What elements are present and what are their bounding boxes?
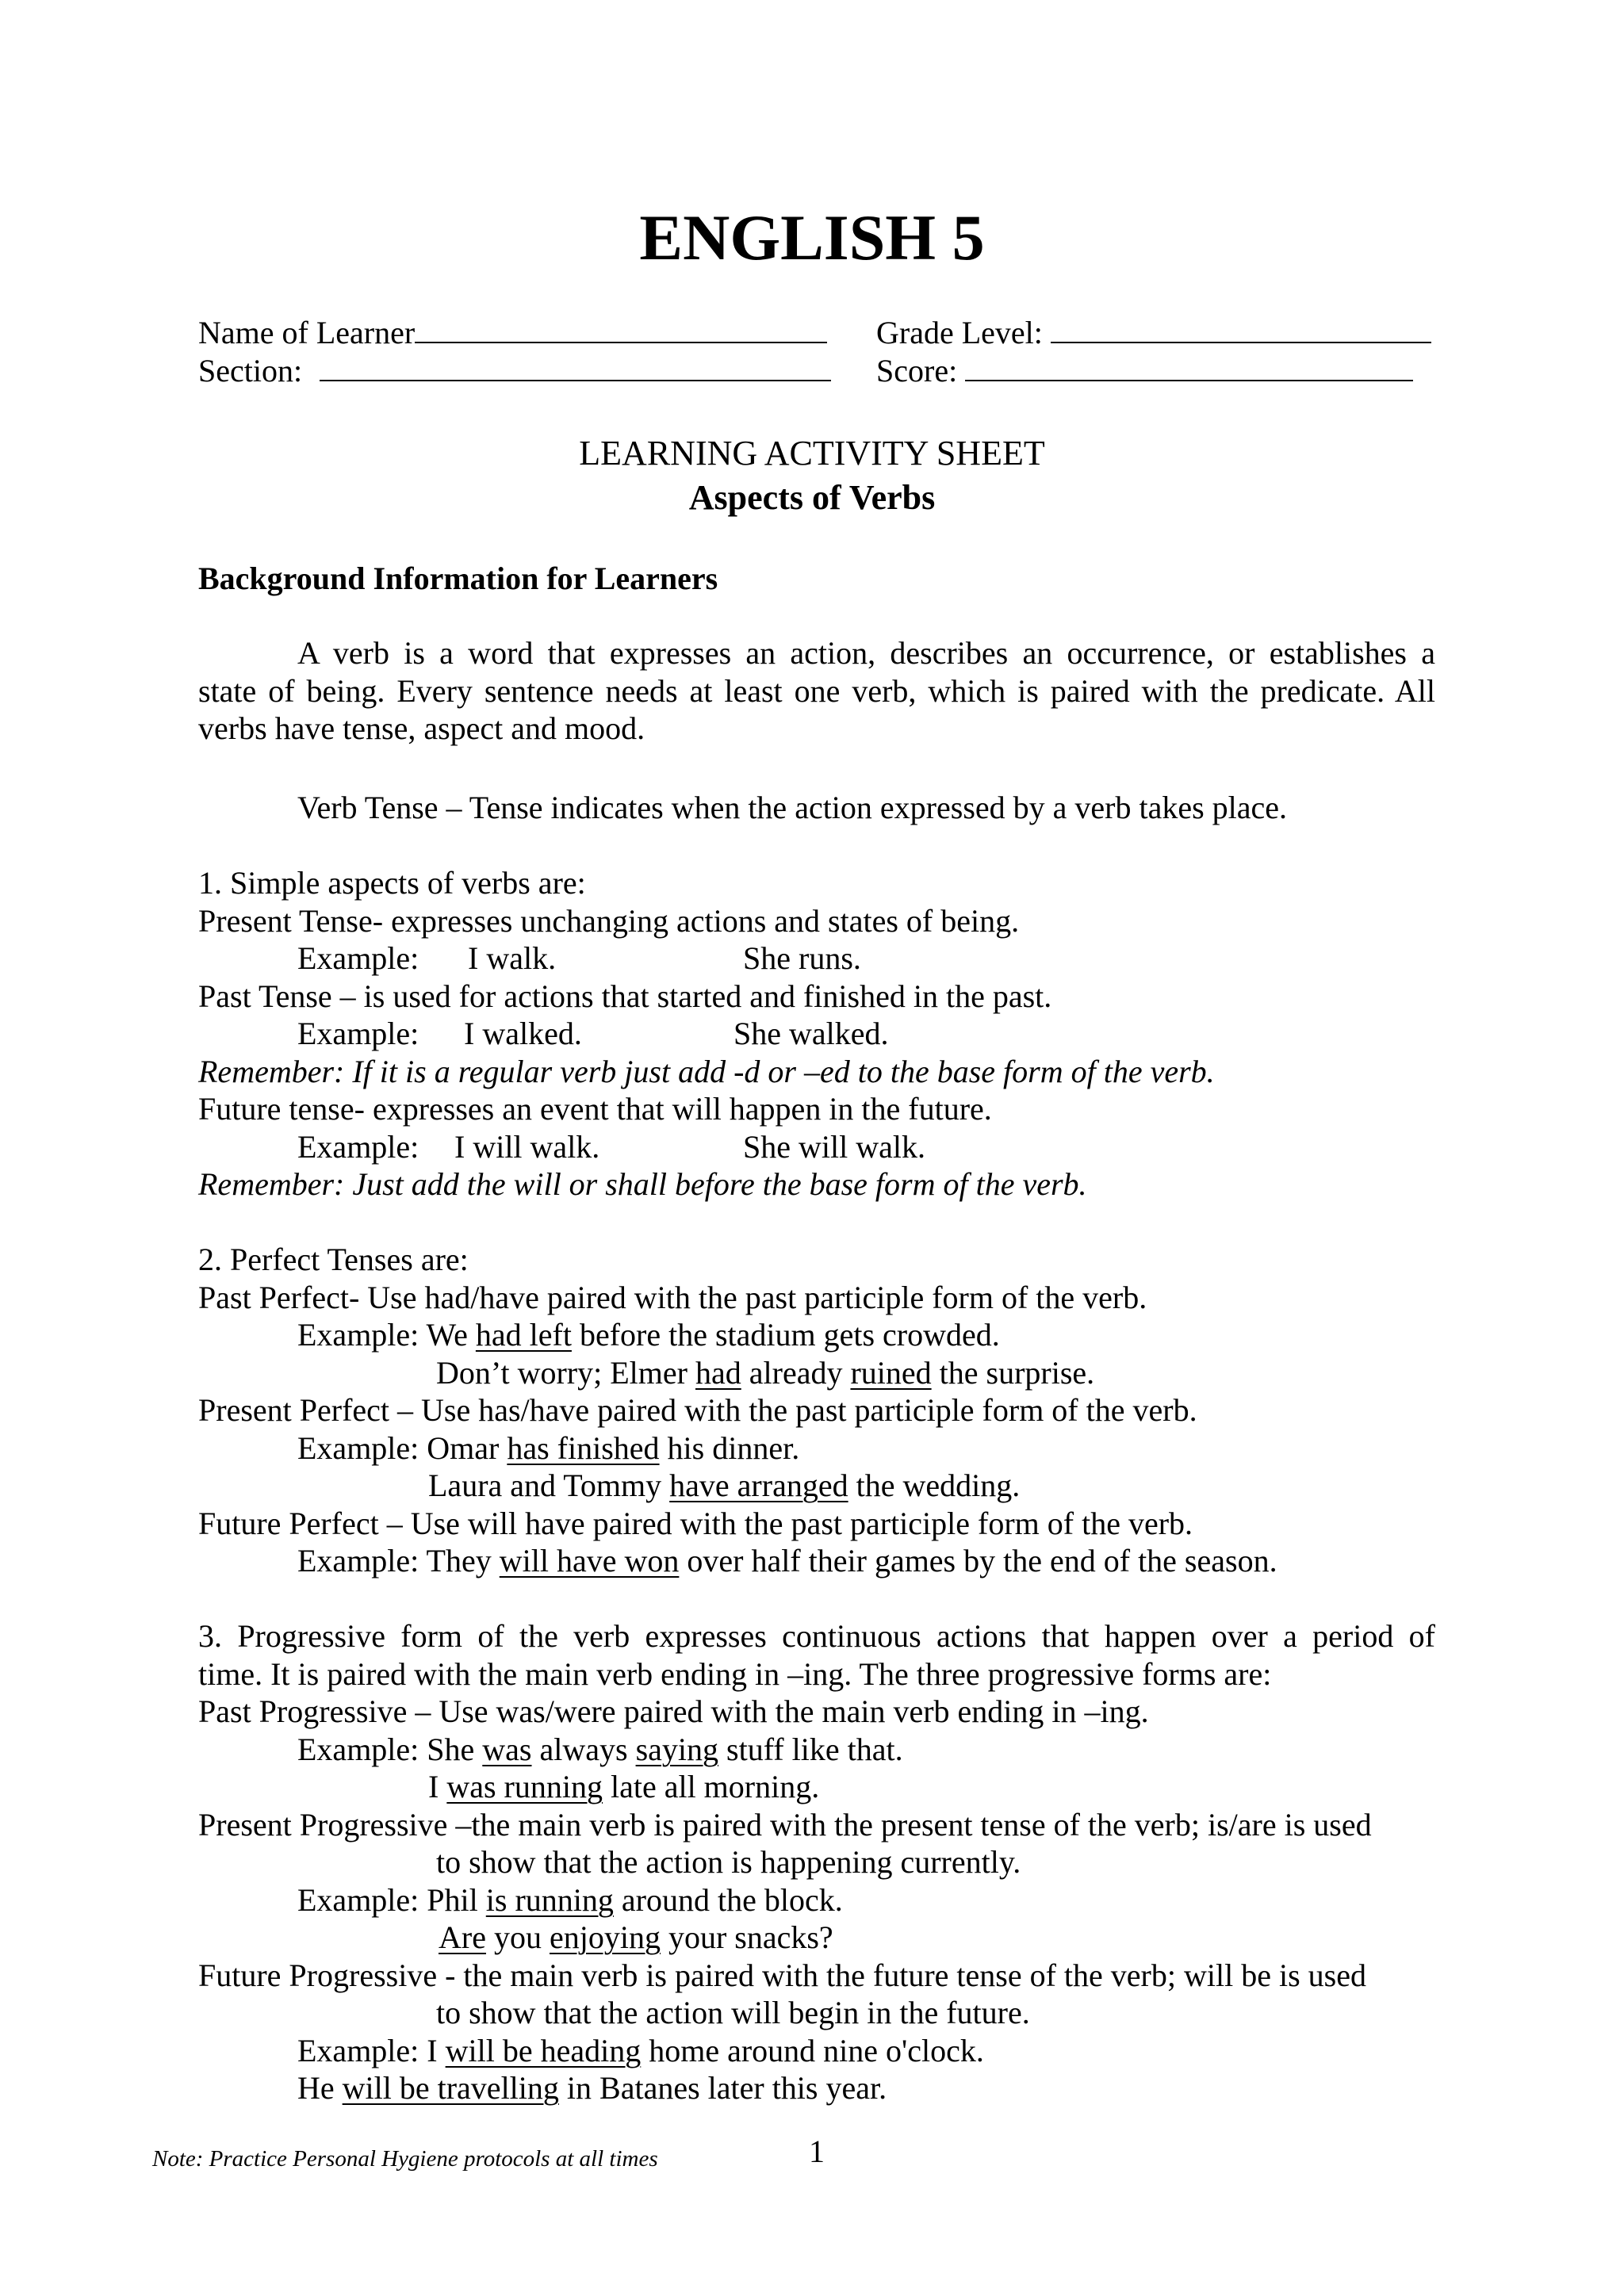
intro-line-1: A verb is a word that expresses an action, describes an occurrence, or establishes a	[297, 635, 1435, 671]
past-remember-note: Remember: If it is a regular verb just add -d or –ed to the base form of the verb.	[198, 1054, 1215, 1089]
past-example-label: Example:	[297, 1016, 419, 1051]
underlined-verb: will be heading	[445, 2033, 642, 2068]
background-heading: Background Information for Learners	[198, 561, 718, 596]
future-perfect-example-1: Example: They will have won over half their games by the end of the season.	[297, 1543, 1277, 1578]
grade-blank[interactable]	[1051, 313, 1431, 343]
underlined-verb: saying	[635, 1732, 719, 1767]
past-perfect-example-2: Don’t worry; Elmer had already ruined the surprise.	[436, 1355, 1095, 1391]
score-field	[876, 351, 1413, 390]
past-progressive-example-2: I was running late all morning.	[428, 1769, 820, 1804]
underlined-verb: was	[482, 1732, 532, 1767]
underlined-verb: is running	[485, 1882, 614, 1918]
intro-line-2: state of being. Every sentence needs at least one verb, which is paired with the predicate. All	[198, 672, 1435, 709]
page-title: ENGLISH 5	[639, 201, 985, 274]
section-label: Section:	[198, 353, 303, 388]
present-progressive-example-1: Example: Phil is running around the block.	[297, 1882, 843, 1918]
future-progressive-example-2: He will be travelling in Batanes later this year.	[297, 2070, 887, 2106]
past-example-1: I walked.	[464, 1016, 582, 1051]
underlined-verb: has finished	[507, 1430, 660, 1466]
past-progressive-definition: Past Progressive – Use was/were paired with the main verb ending in –ing.	[198, 1693, 1149, 1729]
present-perfect-example-2: Laura and Tommy have arranged the wedding.	[428, 1468, 1021, 1503]
simple-heading: 1. Simple aspects of verbs are:	[198, 865, 586, 901]
score-blank[interactable]	[965, 351, 1413, 381]
past-perfect-definition: Past Perfect- Use had/have paired with the past participle form of the verb.	[198, 1280, 1147, 1315]
page-number: 1	[809, 2133, 825, 2169]
underlined-verb: enjoying	[549, 1919, 661, 1955]
present-progressive-definition-2: to show that the action is happening currently.	[436, 1844, 1021, 1880]
name-label: Name of Learner	[198, 315, 416, 350]
future-example-1: I will walk.	[454, 1129, 600, 1165]
past-progressive-example-1: Example: She was always saying stuff like that.	[297, 1732, 903, 1767]
intro-paragraph	[198, 634, 1435, 748]
underlined-verb: was running	[446, 1769, 603, 1804]
future-example-label: Example:	[297, 1129, 419, 1165]
sheet-label: LEARNING ACTIVITY SHEET	[579, 434, 1045, 473]
score-label: Score:	[876, 353, 958, 388]
future-progressive-definition-2: to show that the action will begin in the future.	[436, 1995, 1030, 2030]
present-example-label: Example:	[297, 940, 419, 976]
underlined-verb: Are	[439, 1919, 486, 1955]
underlined-verb: ruined	[850, 1355, 932, 1391]
present-progressive-example-2: Are you enjoying your snacks?	[439, 1919, 833, 1955]
underlined-verb: will be travelling	[342, 2070, 559, 2106]
present-tense-definition: Present Tense- expresses unchanging actions and states of being.	[198, 903, 1020, 939]
section-blank[interactable]	[320, 351, 831, 381]
tense-definition: Verb Tense – Tense indicates when the action expressed by a verb takes place.	[297, 790, 1288, 825]
present-example-1: I walk.	[468, 940, 557, 976]
present-example-2: She runs.	[743, 940, 861, 976]
underlined-verb: will have won	[499, 1543, 680, 1578]
progressive-intro-line-1: 3. Progressive form of the verb expresses continuous actions that happen over a period of	[198, 1618, 1435, 1654]
grade-level-field	[876, 313, 1431, 352]
future-example-2: She will walk.	[743, 1129, 925, 1165]
underlined-verb: had	[695, 1355, 741, 1391]
progressive-intro-line-2: time. It is paired with the main verb ending in –ing. The three progressive forms are:	[198, 1655, 1272, 1692]
perfect-heading: 2. Perfect Tenses are:	[198, 1242, 469, 1277]
present-perfect-example-1: Example: Omar has finished his dinner.	[297, 1430, 800, 1466]
section-field	[198, 351, 831, 390]
present-perfect-definition: Present Perfect – Use has/have paired with the past participle form of the verb.	[198, 1392, 1197, 1428]
future-perfect-definition: Future Perfect – Use will have paired with the past participle form of the verb.	[198, 1506, 1193, 1541]
name-of-learner-field	[198, 313, 827, 352]
underlined-verb: have arranged	[669, 1468, 848, 1503]
past-perfect-example-1: Example: We had left before the stadium gets crowded.	[297, 1317, 1000, 1353]
grade-label: Grade Level:	[876, 315, 1043, 350]
future-tense-definition: Future tense- expresses an event that will happen in the future.	[198, 1091, 992, 1127]
past-tense-definition: Past Tense – is used for actions that started and finished in the past.	[198, 978, 1052, 1014]
intro-line-3: verbs have tense, aspect and mood.	[198, 710, 645, 746]
future-remember-note: Remember: Just add the will or shall before the base form of the verb.	[198, 1166, 1087, 1202]
footer-note: Note: Practice Personal Hygiene protocols at all times	[152, 2146, 658, 2172]
past-example-2: She walked.	[733, 1016, 889, 1051]
topic-title: Aspects of Verbs	[688, 478, 936, 517]
present-progressive-definition-1: Present Progressive –the main verb is paired with the present tense of the verb; is/are is used	[198, 1807, 1372, 1843]
underlined-verb: had left	[475, 1317, 572, 1353]
future-progressive-definition-1: Future Progressive - the main verb is paired with the future tense of the verb; will be is used	[198, 1957, 1366, 1993]
progressive-intro	[198, 1617, 1435, 1693]
name-blank[interactable]	[415, 313, 827, 343]
future-progressive-example-1: Example: I will be heading home around nine o'clock.	[297, 2033, 984, 2068]
